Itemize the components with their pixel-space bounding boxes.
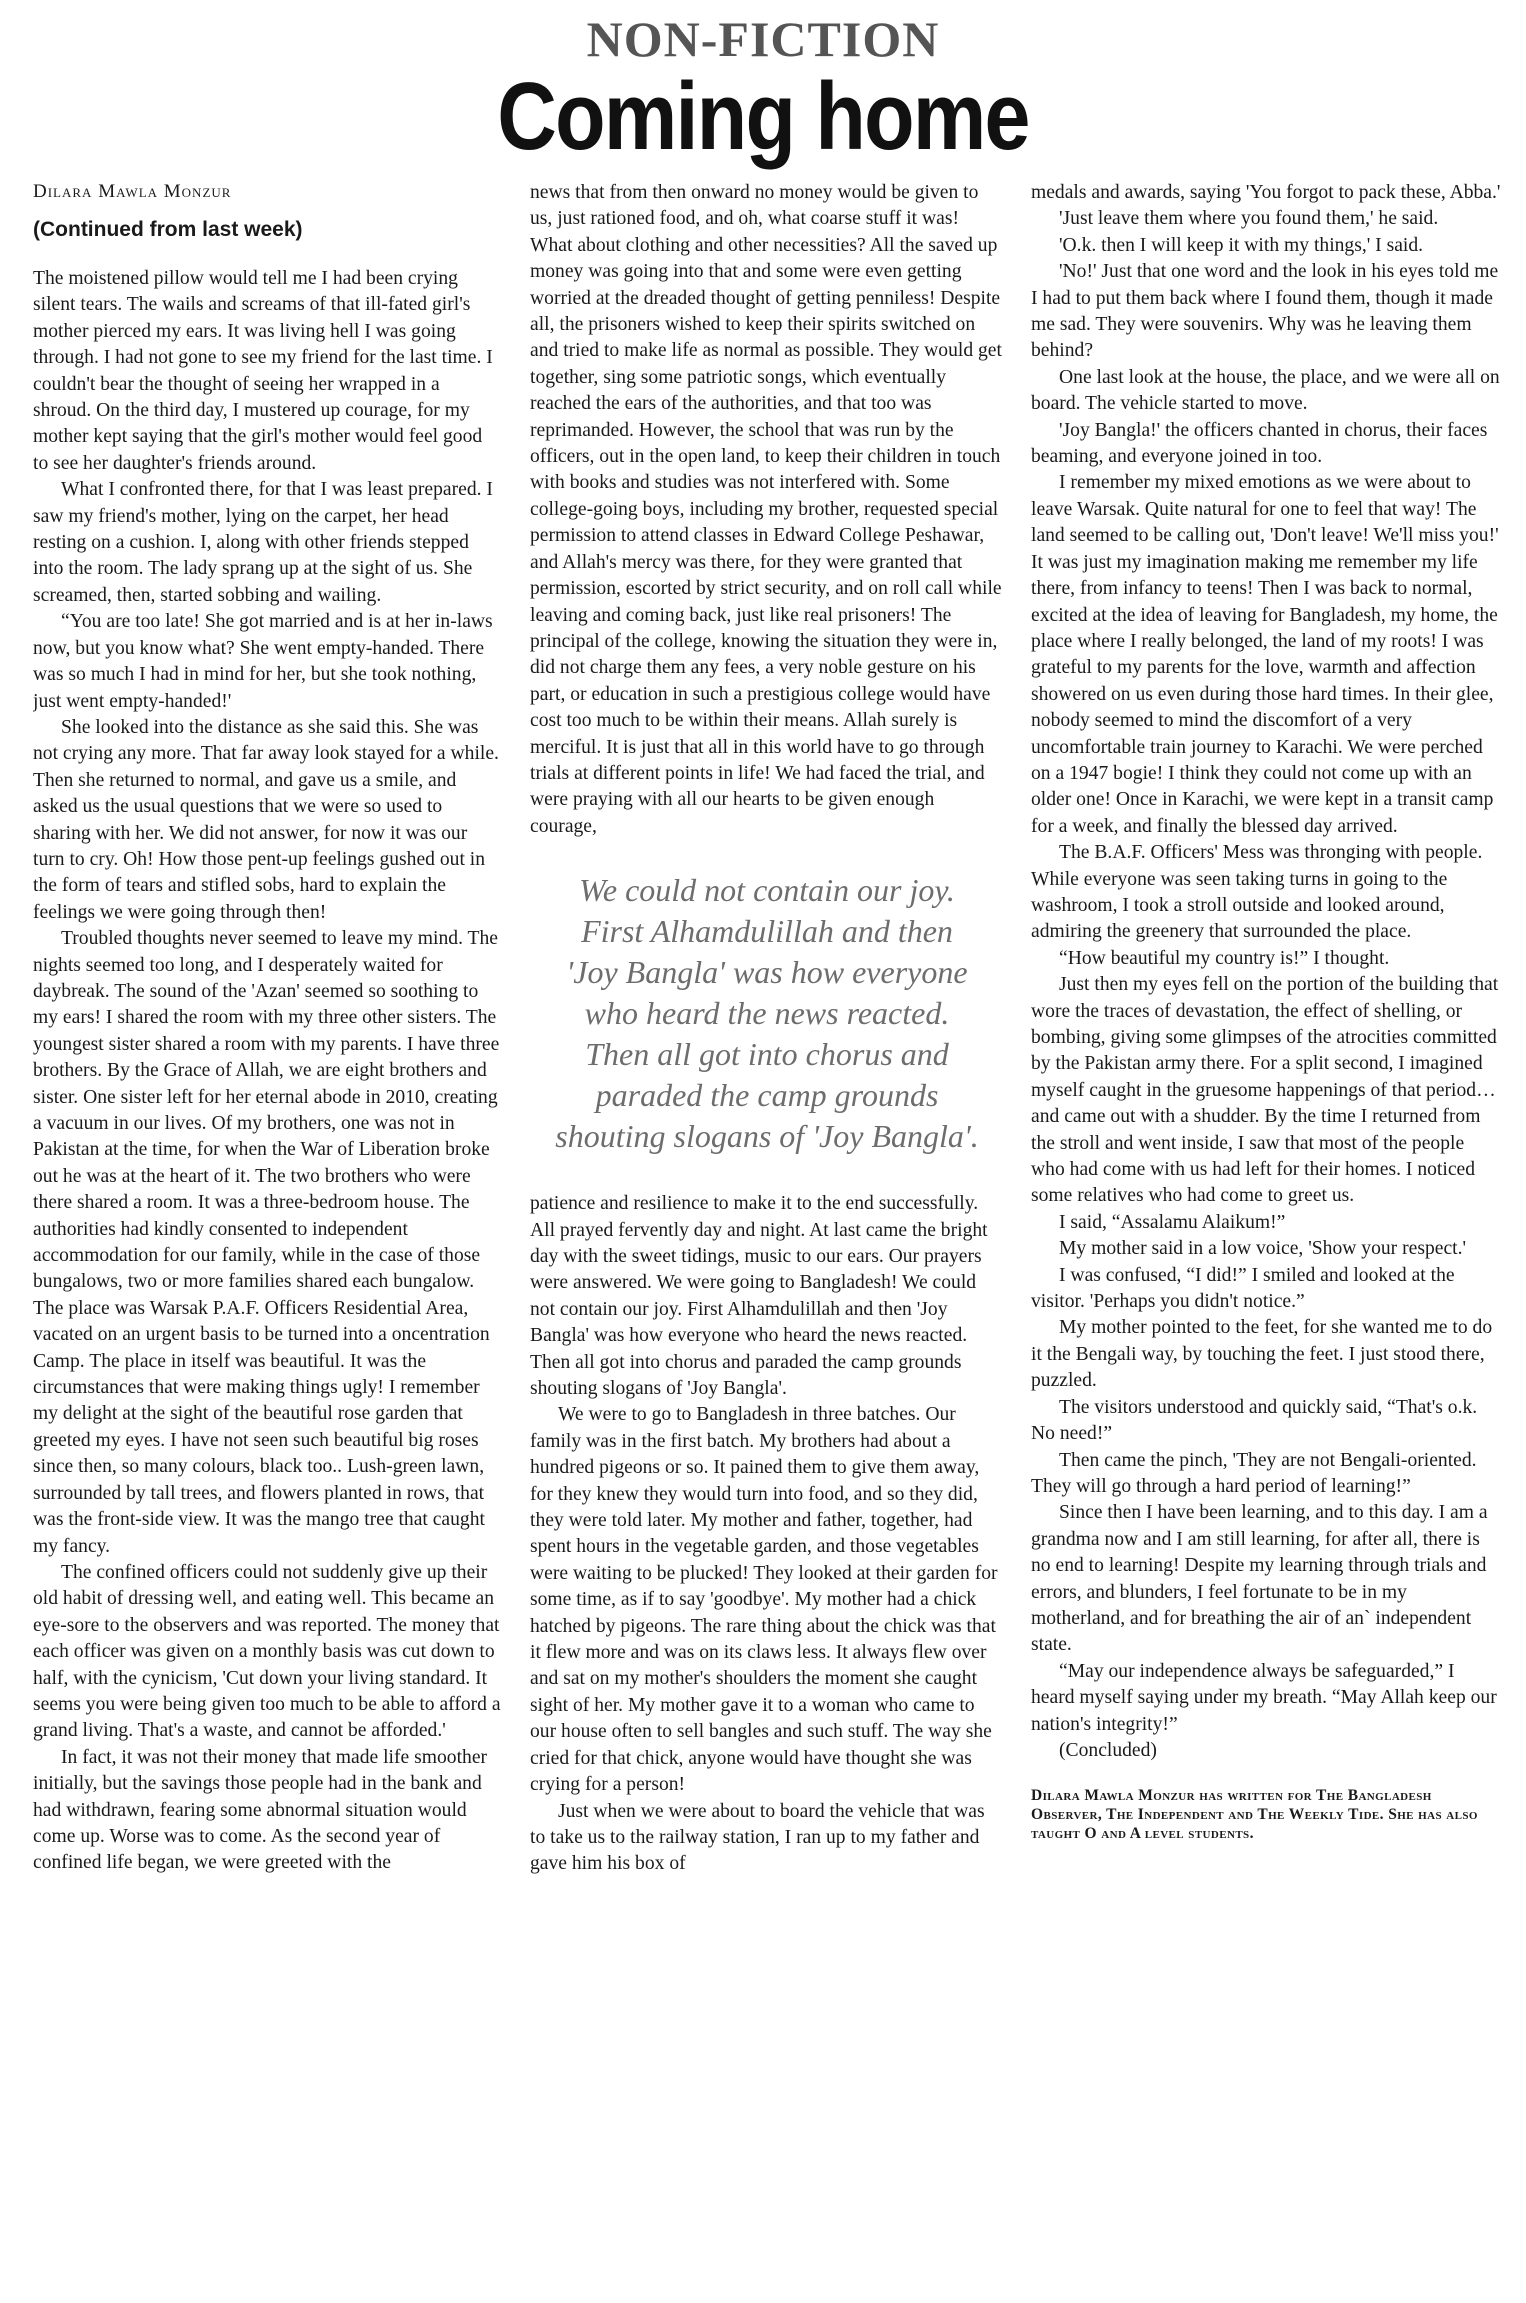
paragraph: “How beautiful my country is!” I thought.: [1059, 947, 1390, 969]
paragraph: What I confronted there, for that I was least prepared. I saw my friend's mother, lying on the carpet, her head resting on a cushion. I, along with other friends stepped into the room. The lady sprang up at the sight of us. She screamed, then, started sobbing and wailing.: [33, 479, 493, 606]
pull-quote: We could not contain our joy. First Alhamdulillah and then 'Joy Bangla' was how everyone who heard the news reacted. Then all got into chorus and paraded the camp grounds shouting slogans of 'Joy Bangla'.: [555, 872, 979, 1155]
paragraph: news that from then onward no money would be given to us, just rationed food, and oh, what coarse stuff it was! What about clothing and other necessities? All the saved up money was going into that and some were even getting worried at the dreaded thought of getting penniless! Despite all, the prisoners wished to keep their spirits switched on and tried to make life as normal as possible. They would get together, sing some patriotic songs, which eventually reached the ears of the authorities, and that too was reprimanded. However, the school that was run by the officers, out in the open land, to keep their children in touch with books and studies was not interfered with. Some college-going boys, including my brother, requested special permission to attend classes in Edward College Peshawar, and Allah's mercy was there, for they were granted that permission, escorted by strict security, and on roll call while leaving and coming back, just like real prisoners! The principal of the college, knowing the situation they were in, did not charge them any fees, a very noble gesture on his part, or education in such a prestigious college would have cost too much to be within their means. Allah surely is merciful. It is just that all in this world have to go through trials at different points in life! We had faced the trial, and were praying with all our hearts to be given enough courage,: [530, 182, 1002, 837]
section-kicker: NON-FICTION: [586, 11, 940, 67]
concluded-note: (Concluded): [1059, 1739, 1157, 1761]
paragraph: Then came the pinch, 'They are not Bengali-oriented. They will go through a hard period of learning!”: [1031, 1449, 1477, 1497]
author-byline: Dilara Mawla Monzur: [33, 181, 232, 202]
paragraph: We were to go to Bangladesh in three batches. Our family was in the first batch. My brothers had about a hundred pigeons or so. It pained them to give them away, for they knew they would turn into food, and so they did, they were told later. My mother and father, together, had spent hours in the vegetable garden, and those vegetables were waiting to be plucked! They looked at their garden for some time, as if to say 'goodbye'. My mother had a chick hatched by pigeons. The rare thing about the chick was that it flew more and was on its claws less. It always flew over and sat on my mother's shoulders the moment she caught sight of her. My mother gave it to a woman who came to our house often to sell bangles and such stuff. The way she cried for that chick, anyone would have thought she was crying for a person!: [530, 1404, 998, 1796]
paragraph: My mother pointed to the feet, for she wanted me to do it the Bengali way, by touching the feet. I just stood there, puzzled.: [1031, 1317, 1493, 1392]
paragraph: I said, “Assalamu Alaikum!”: [1059, 1211, 1286, 1233]
column-1: [33, 180, 501, 2295]
paragraph: The moistened pillow would tell me I had been crying silent tears. The wails and screams of that ill-fated girl's mother pierced my ears. It was living hell I was going through. I had not gone to see my friend for the last time. I couldn't bear the thought of seeing her wrapped in a shroud. On the third day, I mustered up courage, for my mother kept saying that the girl's mother would feel good to see her daughter's friends around.: [33, 268, 493, 474]
paragraph: 'O.k. then I will keep it with my things,' I said.: [1059, 234, 1424, 256]
paragraph: Troubled thoughts never seemed to leave my mind. The nights seemed too long, and I desperately waited for daybreak. The sound of the 'Azan' seemed so soothing to my ears! I shared the room with my three other sisters. The youngest sister shared a room with my parents. I have three brothers. By the Grace of Allah, we are eight brothers and sister. One sister left for her eternal abode in 2010, creating a vacuum in our lives. Of my brothers, one was not in Pakistan at the time, for when the War of Liberation broke out he was at the heart of it. The two brothers who were there shared a room. It was a three-bedroom house. The authorities had kindly consented to independent accommodation for our family, while in the case of those bungalows, two or more families shared each bungalow. The place was Warsak P.A.F. Officers Residential Area, vacated on an urgent basis to be turned into a oncentration Camp. The place in itself was beautiful. It was the circumstances that were making things ugly! I remember my delight at the sight of the beautiful rose garden that greeted my eyes. I have not seen such beautiful big roses since then, so many colours, black too.. Lush-green lawn, surrounded by tall trees, and flowers planted in rows, that was the front-side view. It was the mango tree that caught my fancy.: [33, 928, 500, 1557]
column-3: [1031, 180, 1501, 2295]
paragraph: patience and resilience to make it to the end successfully. All prayed fervently day and night. At last came the bright day with the sweet tidings, music to our ears. Our prayers were answered. We were going to Bangladesh! We could not contain our joy. First Alhamdulillah and then 'Joy Bangla' was how everyone who heard the news reacted. Then all got into chorus and paraded the camp grounds shouting slogans of 'Joy Bangla'.: [530, 1193, 988, 1399]
paragraph: The B.A.F. Officers' Mess was thronging with people. While everyone was seen taking turns in going to the washroom, I took a stroll outside and looked around, admiring the greenery that surrounded the place.: [1031, 842, 1483, 943]
paragraph: One last look at the house, the place, and we were all on board. The vehicle started to move.: [1031, 366, 1500, 415]
column-2: [530, 180, 1004, 2295]
article-title: Coming home: [497, 63, 1029, 170]
paragraph: 'Just leave them where you found them,' he said.: [1059, 208, 1439, 230]
paragraph: 'No!' Just that one word and the look in his eyes told me I had to put them back where I found them, though it made me sad. They were souvenirs. Why was he leaving them behind?: [1031, 261, 1499, 362]
paragraph: She looked into the distance as she said this. She was not crying any more. That far away look stayed for a while. Then she returned to normal, and gave us a smile, and asked us the usual questions that we were so used to sharing with her. We did not answer, for now it was our turn to cry. Oh! How those pent-up feelings gushed out in the form of tears and stifled sobs, hard to explain the feelings we were going through then!: [33, 716, 499, 923]
paragraph: Just when we were about to board the vehicle that was to take us to the railway station, I ran up to my father and gave him his box of: [530, 1800, 985, 1875]
paragraph: My mother said in a low voice, 'Show your respect.': [1059, 1238, 1467, 1260]
paragraph: The visitors understood and quickly said, “That's o.k. No need!”: [1031, 1396, 1478, 1445]
paragraph: I was confused, “I did!” I smiled and looked at the visitor. 'Perhaps you didn't notice.”: [1031, 1264, 1455, 1313]
paragraph: medals and awards, saying 'You forgot to pack these, Abba.': [1031, 182, 1501, 203]
paragraph: Since then I have been learning, and to this day. I am a grandma now and I am still learning, for after all, there is no end to learning! Despite my learning through trials and errors, and blunders, I feel fortunate to be in my motherland, and for breathing the air of an` independent state.: [1031, 1502, 1488, 1656]
paragraph: Just then my eyes fell on the portion of the building that wore the traces of devastation, the effect of shelling, or bombing, giving some glimpses of the atrocities committed by the Pakistan army there. For a split second, I imagined myself caught in the gruesome happenings of that period…and came out with a shudder. By the time I returned from the stroll and went inside, I saw that most of the people who had come with us had left for their homes. I noticed some relatives who had come to greet us.: [1031, 974, 1499, 1207]
paragraph: 'Joy Bangla!' the officers chanted in chorus, their faces beaming, and everyone joined in too.: [1031, 419, 1488, 468]
author-bio: Dilara Mawla Monzur has written for The Bangladesh Observer, The Independent and The Weekly Tide. She has also taught O and A level students.: [1031, 1787, 1478, 1843]
continued-note: (Continued from last week): [33, 218, 303, 241]
paragraph: In fact, it was not their money that made life smoother initially, but the savings those people had in the bank and had withdrawn, fearing some abnormal situation would come up. Worse was to come. As the second year of confined life began, we were greeted with the: [33, 1746, 488, 1874]
paragraph: I remember my mixed emotions as we were about to leave Warsak. Quite natural for one to feel that way! The land seemed to be calling out, 'Don't leave! We'll miss you!' It was just my imagination making me remember my life there, from infancy to teens! Then I was back to normal, excited at the idea of leaving for Bangladesh, my home, the place where I really belonged, the land of my roots! I was grateful to my parents for the love, warmth and affection showered on us even during those hard times. In their glee, nobody seemed to mind the discomfort of a very uncomfortable train journey to Karachi. We were perched on a 1947 bogie! I think they could not come up with an older one! Once in Karachi, we were kept in a transit camp for a week, and finally the blessed day arrived.: [1031, 472, 1499, 837]
paragraph: The confined officers could not suddenly give up their old habit of dressing well, and eating well. This became an eye-sore to the observers and was reported. The money that each officer was given on a monthly basis was cut down to half, with the cynicism, 'Cut down your living standard. It seems you were being given too much to be able to afford a grand living. That's a waste, and cannot be afforded.': [33, 1561, 501, 1742]
paragraph: “May our independence always be safeguarded,” I heard myself saying under my breath. “May Allah keep our nation's integrity!”: [1031, 1660, 1497, 1735]
paragraph: “You are too late! She got married and is at her in-laws now, but you know what? She went empty-handed. There was so much I had in mind for her, but she took nothing, just went empty-handed!': [33, 611, 493, 712]
